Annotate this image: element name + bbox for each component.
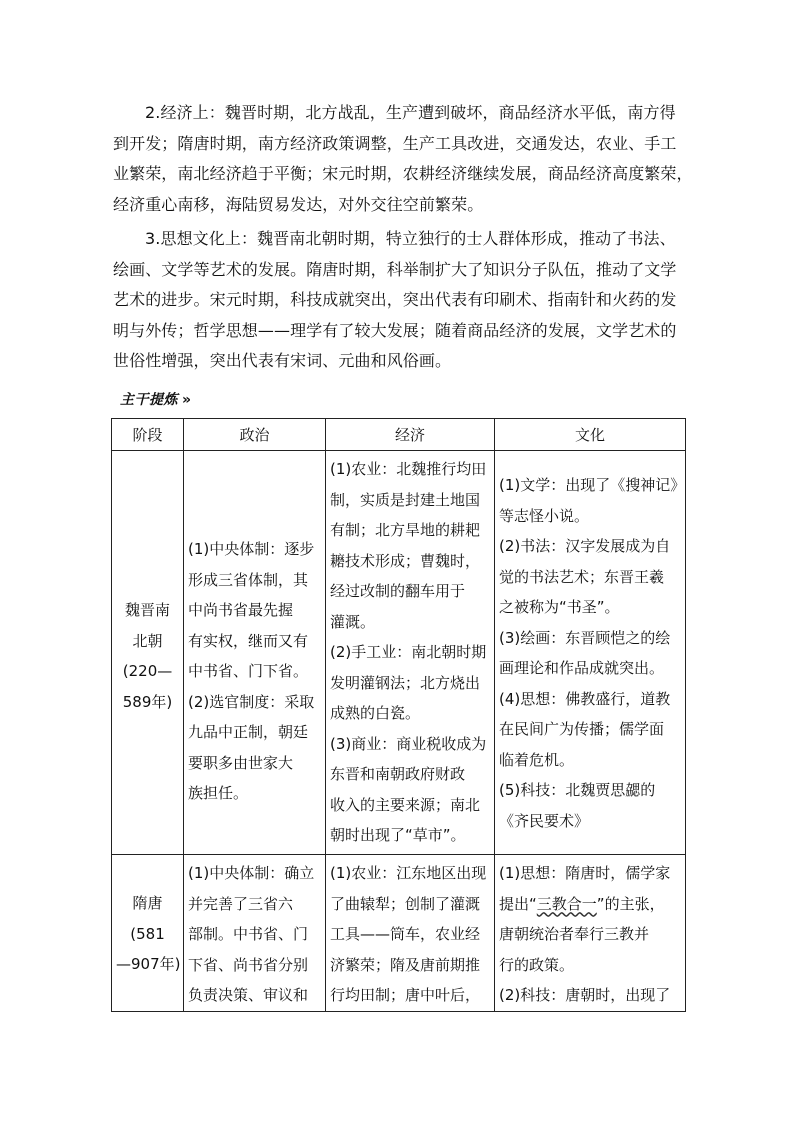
cell-line: 了曲辕犁；创制了灌溉 bbox=[330, 894, 481, 913]
header-politics: 政治 bbox=[184, 419, 326, 451]
cell-line: 中书省、门下省。 bbox=[188, 662, 309, 680]
cell-line: 589年) bbox=[122, 692, 173, 711]
table-header-row bbox=[112, 419, 686, 451]
section-title bbox=[120, 389, 192, 409]
cell-line: 之被称为“书圣”。 bbox=[499, 598, 620, 616]
cell-line: 收入的主要来源；南北 bbox=[330, 795, 481, 814]
cell-line: 负责决策、审议和 bbox=[188, 986, 309, 1004]
summary-table bbox=[111, 418, 686, 1012]
text-line: 世俗性增强，突出代表有宋词、元曲和风俗画。 bbox=[113, 351, 452, 370]
text-fragment: 提出“ bbox=[499, 894, 537, 913]
cell-line: 耱技术形成；曹魏时， bbox=[330, 551, 481, 570]
cell-line: 东晋和南朝政府财政 bbox=[330, 765, 466, 783]
cell-line: (581 bbox=[130, 924, 165, 943]
cell-line: 有制；北方旱地的耕耙 bbox=[330, 521, 481, 539]
cell-line: 隋唐 bbox=[132, 894, 163, 912]
cell-line: 下省、尚书省分别 bbox=[188, 955, 309, 974]
text-line: 绘画、文学等艺术的发展。隋唐时期，科举制扩大了知识分子队伍，推动了文学 bbox=[113, 259, 677, 279]
text-line: 2.经济上：魏晋时期，北方战乱，生产遭到破坏，商品经济水平低，南方得 bbox=[145, 103, 676, 122]
cell-line bbox=[499, 889, 681, 920]
cell-line: (1)思想：隋唐时，儒学家 bbox=[499, 864, 671, 882]
cell-culture bbox=[495, 451, 686, 855]
cell-line: 济繁荣；隋及唐前期推 bbox=[330, 955, 481, 974]
header-stage: 阶段 bbox=[112, 419, 184, 451]
cell-line: 制，实质是封建土地国 bbox=[330, 490, 481, 509]
cell-economy bbox=[326, 855, 495, 1012]
cell-line: (3)商业：商业税收成为 bbox=[330, 734, 487, 753]
table-row bbox=[112, 451, 686, 855]
cell-line: 行均田制；唐中叶后， bbox=[330, 986, 481, 1004]
cell-politics bbox=[184, 451, 326, 855]
cell-line: (2)科技：唐朝时，出现了 bbox=[499, 986, 671, 1004]
cell-economy bbox=[326, 451, 495, 855]
cell-line: (1)中央体制：逐步 bbox=[188, 540, 315, 558]
cell-line: (3)绘画：东晋顾恺之的绘 bbox=[499, 628, 671, 647]
header-culture: 文化 bbox=[495, 419, 686, 451]
cell-line: 族担任。 bbox=[188, 784, 249, 802]
text-line: 艺术的进步。宋元时期，科技成就突出，突出代表有印刷术、指南针和火药的发 bbox=[113, 290, 677, 309]
cell-line: 发明灌钢法；北方烧出 bbox=[330, 673, 481, 692]
paragraph-culture bbox=[113, 224, 688, 377]
cell-line: 成熟的白瓷。 bbox=[330, 704, 421, 722]
cell-line: 等志怪小说。 bbox=[499, 506, 590, 525]
text-line: 到开发；隋唐时期，南方经济政策调整，生产工具改进，交通发达，农业、手工 bbox=[113, 133, 677, 153]
cell-line: 觉的书法艺术；东晋王羲 bbox=[499, 567, 665, 586]
text-fragment: ”的主张， bbox=[596, 894, 665, 913]
cell-line: 工具——筒车，农业经 bbox=[330, 925, 481, 943]
cell-line: (1)农业：北魏推行均田 bbox=[330, 460, 487, 478]
cell-line: (1)农业：江东地区出现 bbox=[330, 864, 487, 882]
cell-line: 画理论和作品成就突出。 bbox=[499, 659, 665, 677]
cell-line: 在民间广为传播；儒学面 bbox=[499, 720, 665, 738]
cell-line: (2)手工业：南北朝时期 bbox=[330, 643, 487, 661]
cell-line: (2)选官制度：采取 bbox=[188, 692, 315, 711]
cell-line: 中尚书省最先握 bbox=[188, 601, 294, 619]
cell-line: 并完善了三省六 bbox=[188, 894, 294, 913]
cell-line: 临着危机。 bbox=[499, 750, 575, 769]
cell-line: 九品中正制，朝廷 bbox=[188, 723, 309, 741]
cell-line: 灌溉。 bbox=[330, 612, 376, 631]
section-title-text: 主干提炼 bbox=[120, 392, 178, 408]
cell-line: 《齐民要术》 bbox=[499, 811, 590, 830]
cell-stage bbox=[112, 855, 184, 1012]
cell-line: (4)思想：佛教盛行，道教 bbox=[499, 689, 671, 708]
double-chevron-icon: » bbox=[182, 392, 192, 408]
cell-line: 魏晋南 bbox=[124, 601, 170, 619]
cell-line: 形成三省体制，其 bbox=[188, 570, 309, 589]
cell-line: 经过改制的翻车用于 bbox=[330, 582, 466, 600]
cell-stage bbox=[112, 451, 184, 855]
table-row bbox=[112, 855, 686, 1012]
cell-line: 有实权，继而又有 bbox=[188, 631, 309, 650]
cell-line: (220— bbox=[122, 662, 173, 680]
cell-line: (5)科技：北魏贾思勰的 bbox=[499, 781, 656, 799]
cell-line: 北朝 bbox=[132, 631, 163, 650]
cell-line: 朝时出现了“草市”。 bbox=[330, 826, 466, 844]
cell-politics bbox=[184, 855, 326, 1012]
cell-line: 唐朝统治者奉行三教并 bbox=[499, 925, 650, 943]
cell-line: (1)中央体制：确立 bbox=[188, 864, 315, 882]
cell-line: —907年) bbox=[116, 955, 181, 973]
cell-line: 要职多由世家大 bbox=[188, 753, 294, 772]
header-economy: 经济 bbox=[326, 419, 495, 451]
paragraph-economy bbox=[113, 98, 693, 220]
cell-line: 部制。中书省、门 bbox=[188, 925, 309, 943]
emphasized-term: 三教合一 bbox=[536, 894, 597, 913]
cell-culture bbox=[495, 855, 686, 1012]
cell-line: 行的政策。 bbox=[499, 955, 575, 974]
cell-line: (2)书法：汉字发展成为自 bbox=[499, 537, 671, 555]
cell-line: (1)文学：出现了《搜神记》 bbox=[499, 476, 686, 494]
text-line: 业繁荣，南北经济趋于平衡；宋元时期，农耕经济继续发展，商品经济高度繁荣， bbox=[113, 164, 693, 183]
text-line: 经济重心南移，海陆贸易发达，对外交往空前繁荣。 bbox=[113, 194, 484, 214]
text-line: 明与外传；哲学思想——理学有了较大发展；随着商品经济的发展，文学艺术的 bbox=[113, 320, 677, 340]
text-line: 3.思想文化上：魏晋南北朝时期，特立独行的士人群体形成，推动了书法、 bbox=[145, 229, 676, 248]
